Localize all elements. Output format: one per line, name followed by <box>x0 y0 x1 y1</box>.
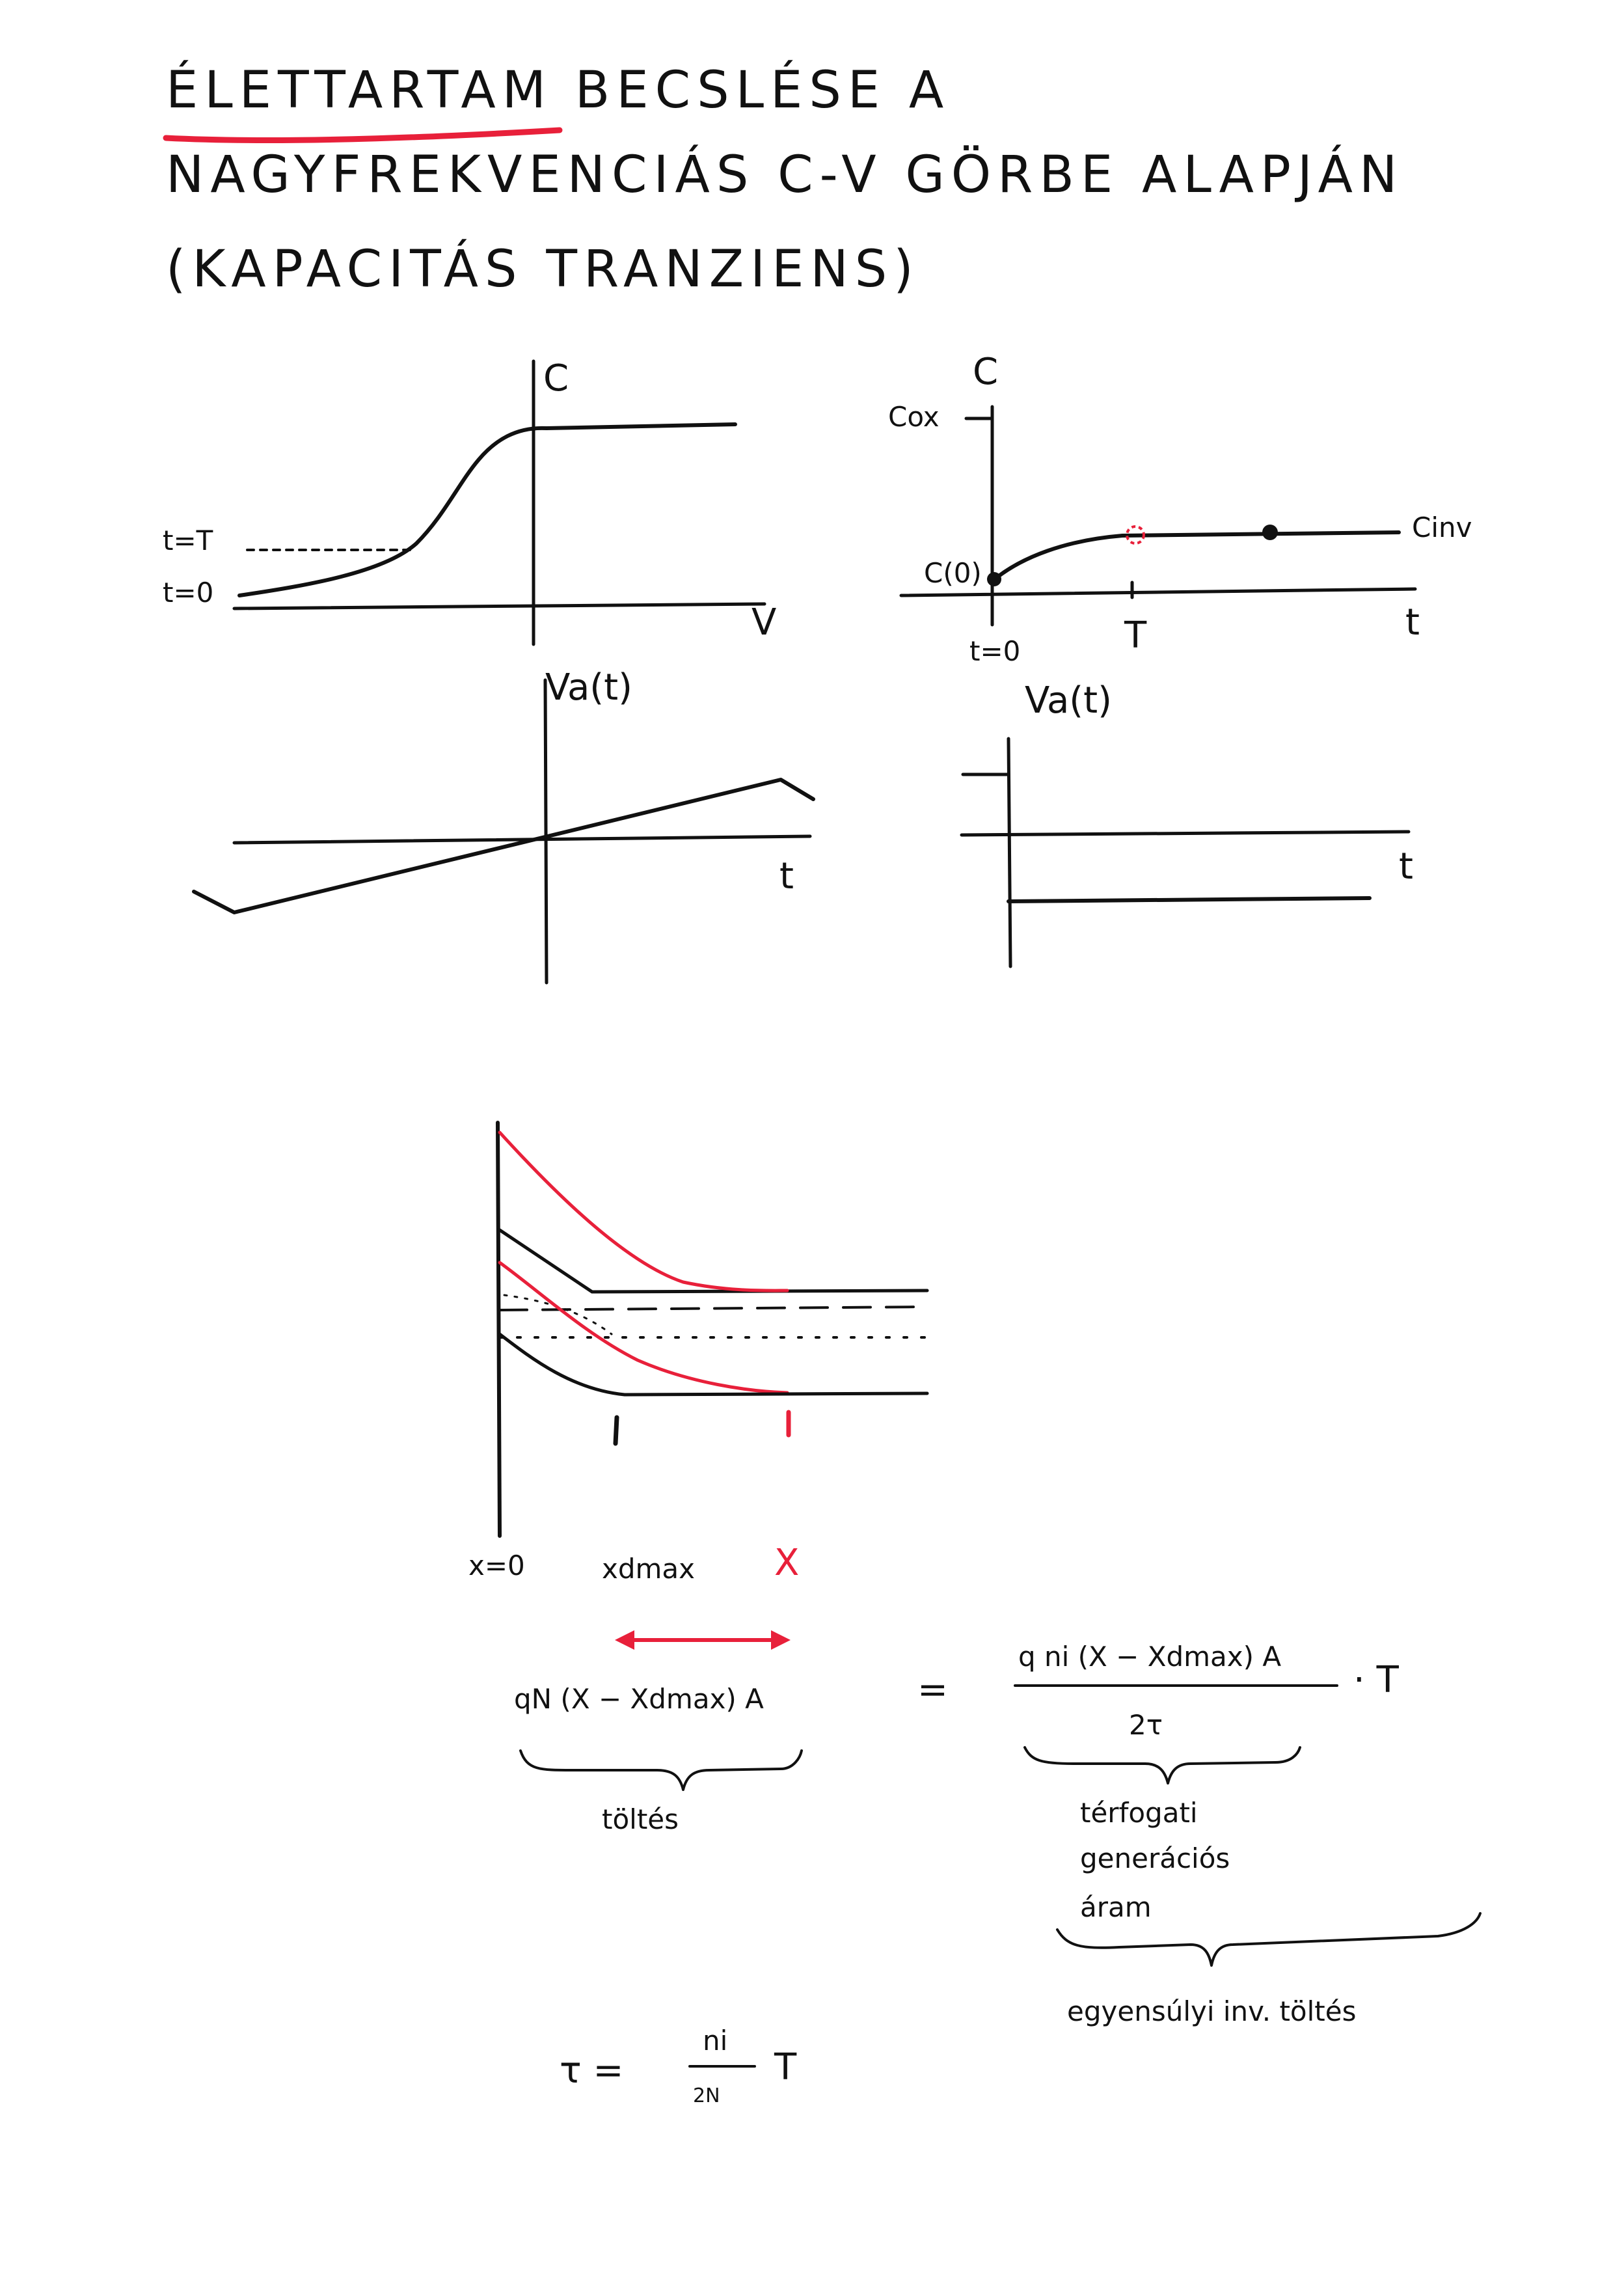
band-upper-red-curve <box>500 1132 787 1291</box>
terfogati-label: térfogati <box>1080 1797 1198 1829</box>
ramp-y-label: Va(t) <box>545 666 632 709</box>
x-label-red: X <box>774 1542 800 1584</box>
cv-curve <box>239 424 735 595</box>
cinv-label: Cinv <box>1412 512 1472 543</box>
cv-mark-t-equals-T: t=T <box>163 525 213 556</box>
transient-y-label: C <box>973 351 999 393</box>
charge-balance-equation <box>514 1630 1480 2027</box>
step-x-label: t <box>1399 845 1413 888</box>
band-vertical-axis <box>498 1123 500 1536</box>
equation-rhs-numerator: q ni (X − Xdmax) A <box>1018 1641 1282 1673</box>
xdmax-label: xdmax <box>602 1553 696 1585</box>
step-y-axis <box>1008 739 1010 966</box>
c0-point <box>987 572 1001 586</box>
aram-label: áram <box>1080 1891 1152 1923</box>
ramp-y-axis <box>545 680 547 983</box>
result-lhs: τ = <box>560 2049 624 2092</box>
band-upper-black-line <box>500 1230 927 1292</box>
cv-curve-plot <box>163 357 776 644</box>
title-line-2: NAGYFREKVENCIÁS C-V GÖRBE ALAPJÁN <box>166 146 1404 204</box>
capacitance-transient-plot <box>888 351 1472 667</box>
t0-label: t=0 <box>969 635 1021 667</box>
ramp-voltage-line <box>194 780 813 912</box>
band-dashed-line <box>500 1307 927 1310</box>
cox-label: Cox <box>888 401 940 433</box>
brace-toltes <box>521 1751 802 1790</box>
xdmax-tick <box>616 1417 617 1443</box>
title-underline <box>166 130 560 140</box>
transient-curve <box>992 532 1399 581</box>
cv-x-axis <box>234 604 765 609</box>
generacios-label: generációs <box>1080 1842 1230 1874</box>
cv-mark-t-equals-0: t=0 <box>163 577 214 609</box>
band-diagram <box>468 1123 927 1585</box>
brace-generacios-aram <box>1025 1747 1300 1783</box>
equation-rhs-denominator: 2τ <box>1129 1709 1163 1741</box>
title-line-1: ÉLETTARTAM BECSLÉSE A <box>166 61 951 120</box>
cv-x-label: V <box>751 601 777 644</box>
arrow-head-right <box>771 1630 791 1650</box>
T-label: T <box>1124 614 1147 657</box>
equation-equals: = <box>917 1669 948 1711</box>
result-denominator: 2N <box>693 2085 720 2107</box>
lifetime-result <box>560 2025 797 2107</box>
arrow-head-left <box>615 1630 634 1650</box>
equation-rhs-factor: · T <box>1353 1659 1399 1701</box>
step-voltage-line <box>1008 898 1370 901</box>
band-lower-black-line <box>500 1334 927 1395</box>
c0-label: C(0) <box>924 557 982 589</box>
transient-x-axis <box>901 589 1415 595</box>
cinv-point <box>1262 525 1278 540</box>
equation-lhs: qN (X − Xdmax) A <box>514 1683 764 1715</box>
result-factor: T <box>774 2046 797 2088</box>
step-y-label: Va(t) <box>1025 679 1112 722</box>
toltes-label: töltés <box>602 1803 679 1835</box>
va-step-plot <box>962 679 1413 966</box>
egyensulyi-label: egyensúlyi inv. töltés <box>1067 1995 1357 2027</box>
title-line-3: (KAPACITÁS TRANZIENS) <box>166 240 920 299</box>
band-lower-red-curve <box>500 1263 787 1393</box>
ramp-x-label: t <box>779 855 794 897</box>
x0-label: x=0 <box>468 1550 525 1581</box>
result-numerator: ni <box>703 2025 728 2057</box>
va-ramp-plot <box>194 666 813 983</box>
transient-x-label: t <box>1405 601 1420 644</box>
step-x-axis <box>962 832 1409 835</box>
title-block <box>166 60 1403 299</box>
band-dotted-curve <box>504 1295 612 1334</box>
cv-y-label: C <box>543 357 569 400</box>
